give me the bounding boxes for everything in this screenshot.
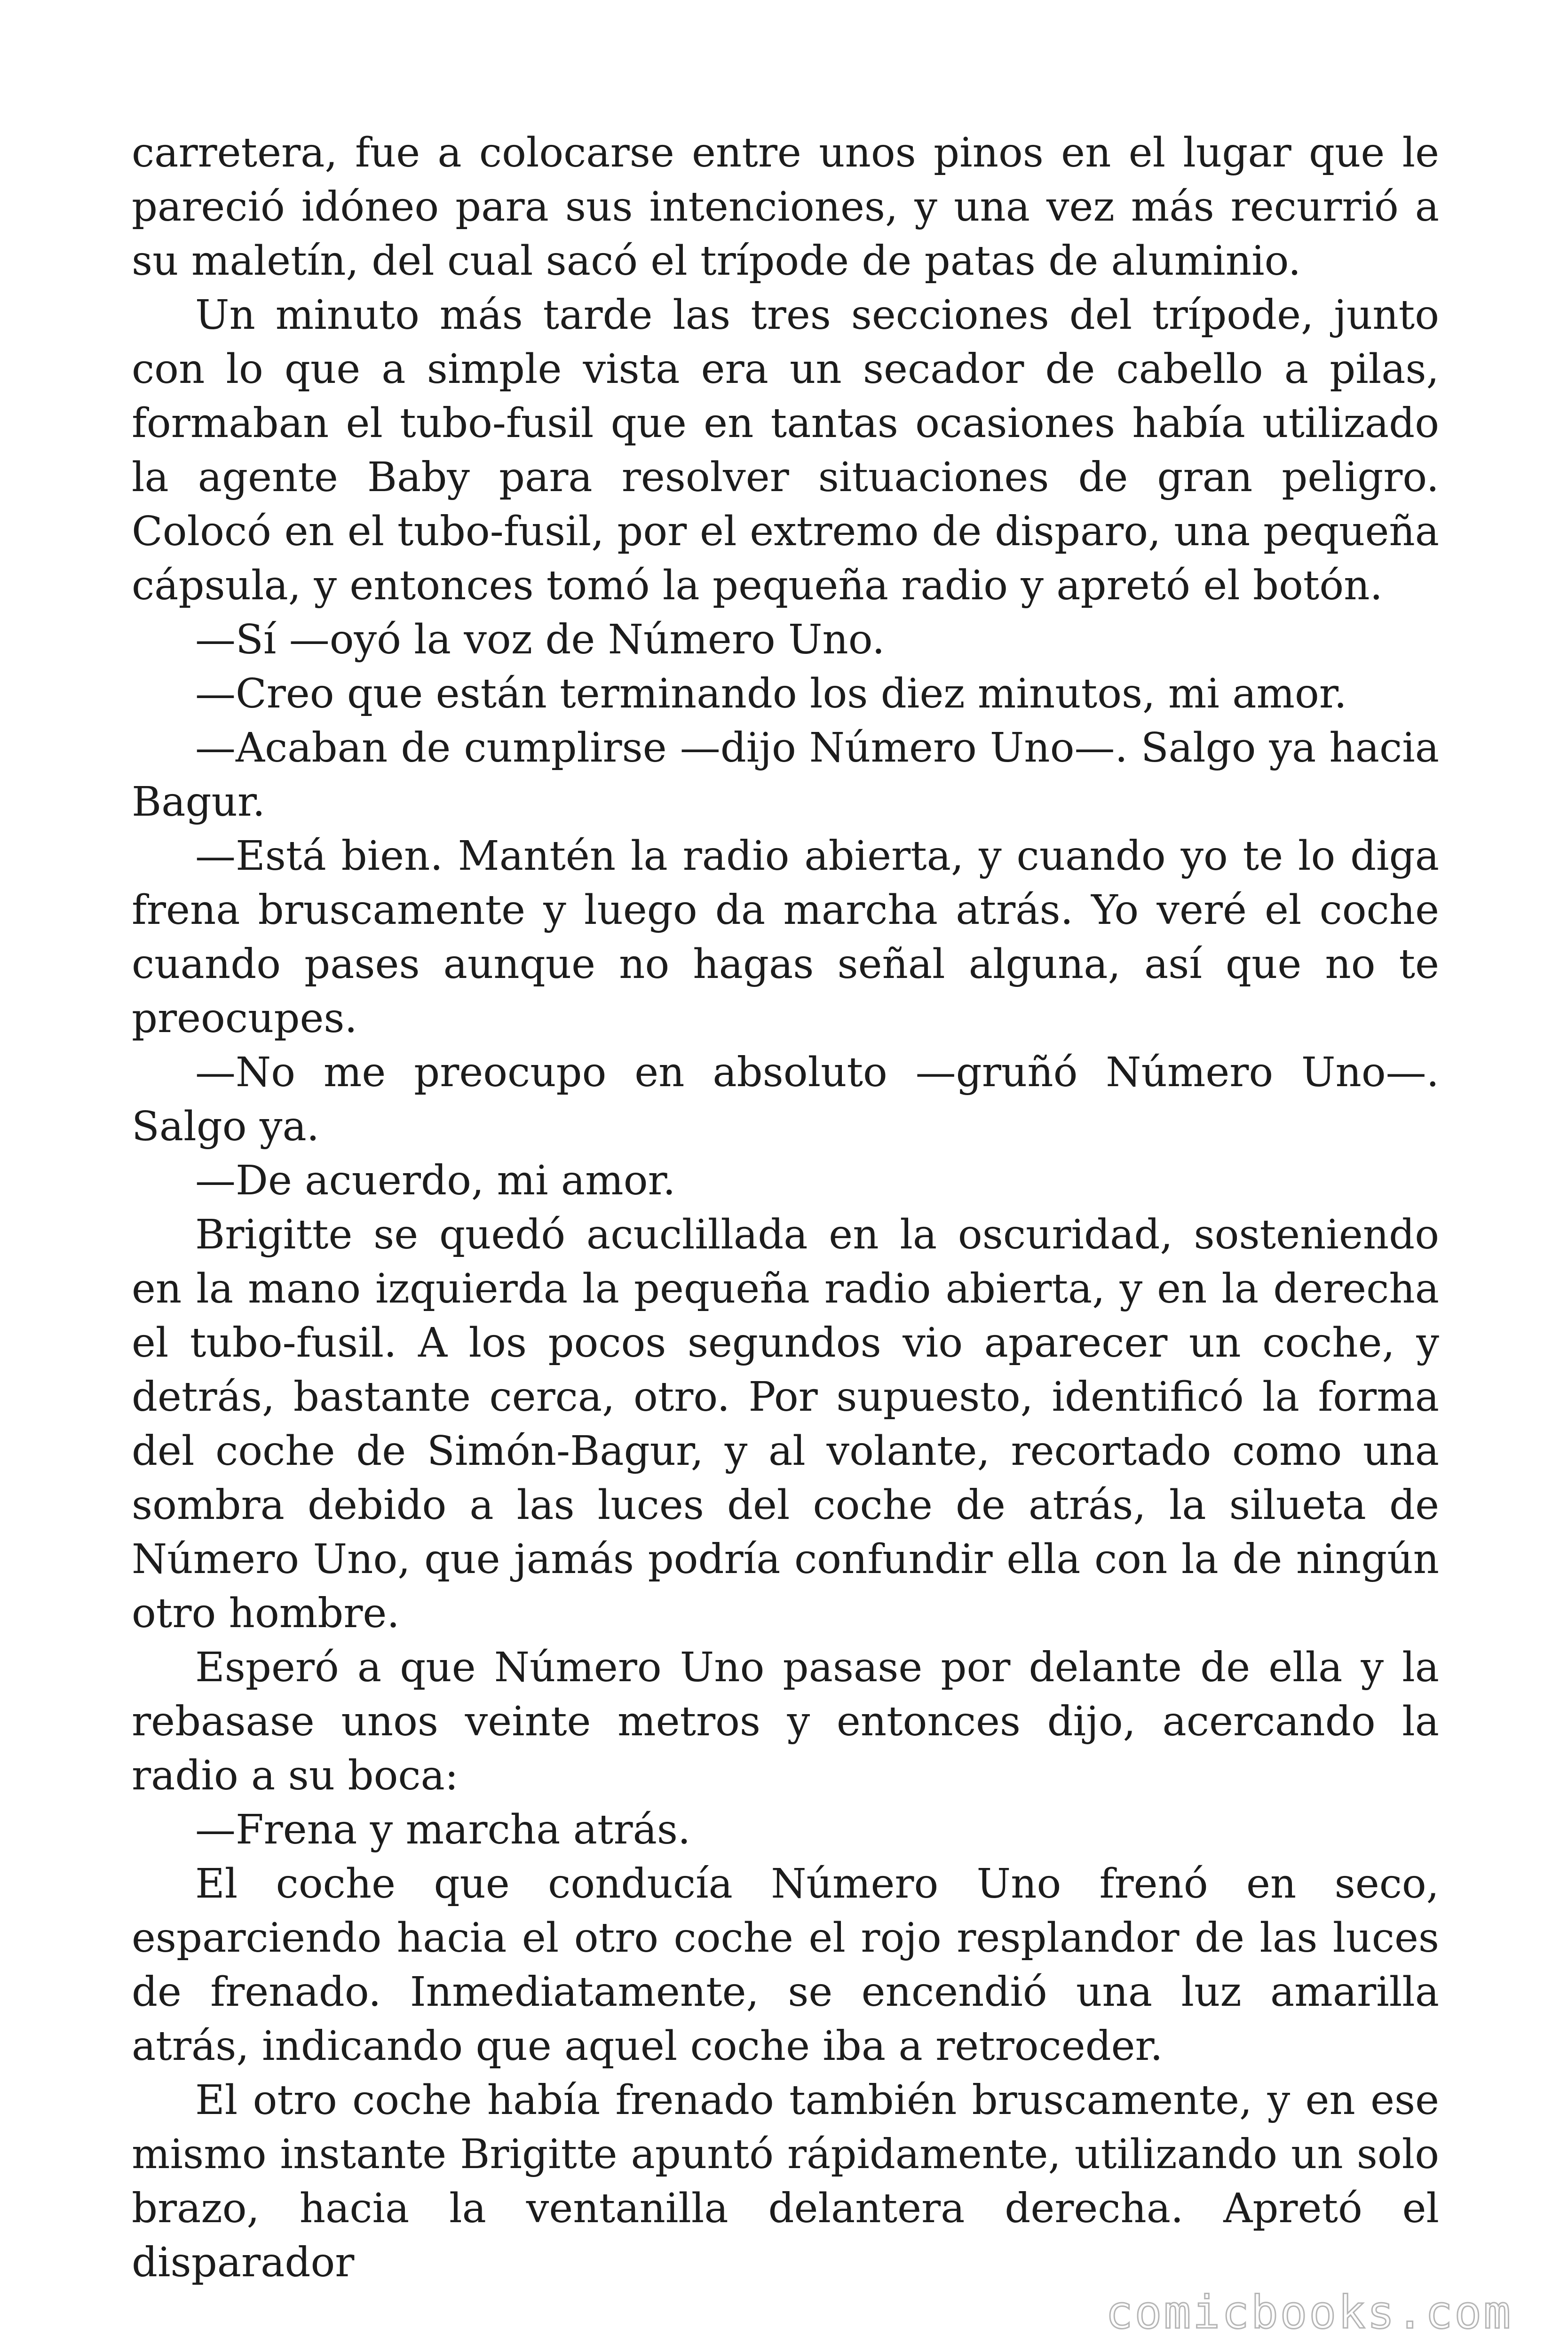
dialogue-line: —Frena y marcha atrás. (195, 1806, 691, 1853)
dialogue-line: —Acaban de cumplirse —dijo Número Uno—. Salgo ya hacia Bagur. (132, 724, 1439, 826)
paragraph: carretera, fue a colocarse entre unos pinos en el lugar que le pareció idóneo para sus intenciones, y una vez más recurrió a su maletín, del cual sacó el trípode de patas de aluminio. (132, 129, 1439, 285)
paragraph: El coche que conducía Número Uno frenó en seco, esparciendo hacia el otro coche el rojo resplandor de las luces de frenado. Inmediatamente, se encendió una luz amarilla atrás, indicando que aquel coche iba a retroceder. (132, 1860, 1439, 2070)
book-page-text (132, 126, 1439, 2290)
watermark: comicbooks.com (1105, 2286, 1513, 2339)
dialogue-line: —De acuerdo, mi amor. (195, 1157, 676, 1204)
dialogue-line: —Sí —oyó la voz de Número Uno. (195, 616, 885, 663)
dialogue-line: —Creo que están terminando los diez minutos, mi amor. (195, 670, 1347, 717)
paragraph: El otro coche había frenado también bruscamente, y en ese mismo instante Brigitte apuntó rápidamente, utilizando un solo brazo, hacia la ventanilla delantera derecha. Apretó el disparador (132, 2077, 1439, 2286)
dialogue-line: —Está bien. Mantén la radio abierta, y cuando yo te lo diga frena bruscamente y luego da marcha atrás. Yo veré el coche cuando pases aunque no hagas señal alguna, así que no te preocupes. (132, 833, 1439, 1042)
paragraph: Brigitte se quedó acuclillada en la oscuridad, sosteniendo en la mano izquierda la pequeña radio abierta, y en la derecha el tubo-fusil. A los pocos segundos vio aparecer un coche, y detrás, bastante cerca, otro. Por supuesto, identificó la forma del coche de Simón-Bagur, y al volante, recortado como una sombra debido a las luces del coche de atrás, la silueta de Número Uno, que jamás podría confundir ella con la de ningún otro hombre. (132, 1211, 1439, 1637)
dialogue-line: —No me preocupo en absoluto —gruñó Número Uno—. Salgo ya. (132, 1049, 1439, 1150)
paragraph: Un minuto más tarde las tres secciones del trípode, junto con lo que a simple vista era un secador de cabello a pilas, formaban el tubo-fusil que en tantas ocasiones había utilizado la agente Baby para resolver situaciones de gran peligro. Colocó en el tubo-fusil, por el extremo de disparo, una pequeña cápsula, y entonces tomó la pequeña radio y apretó el botón. (132, 292, 1439, 609)
paragraph: Esperó a que Número Uno pasase por delante de ella y la rebasase unos veinte metros y entonces dijo, acercando la radio a su boca: (132, 1644, 1439, 1799)
